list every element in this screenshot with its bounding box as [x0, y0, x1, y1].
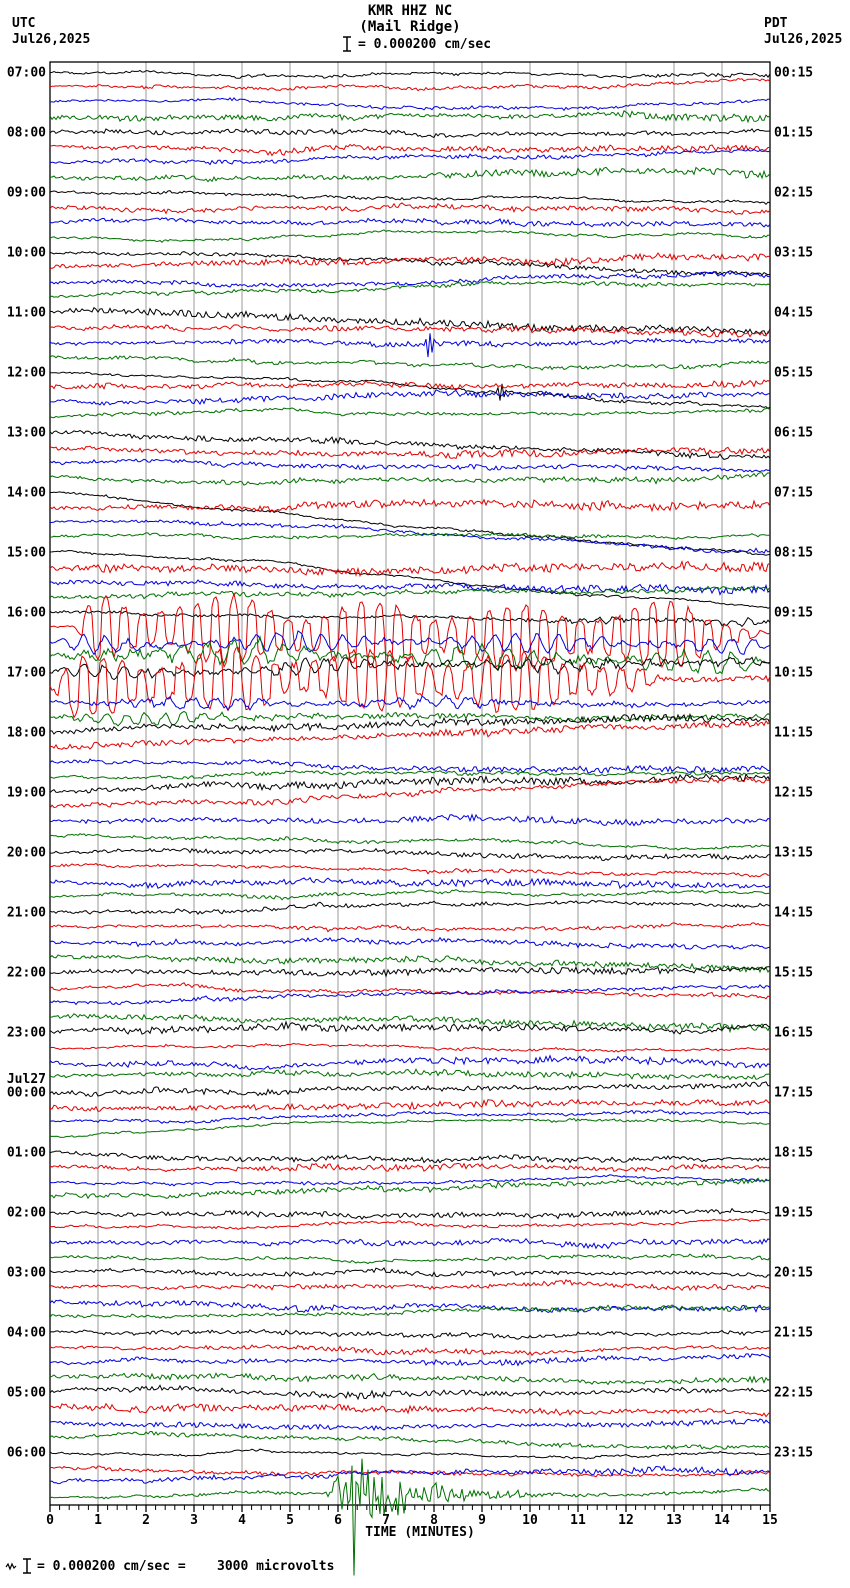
trace-row-46 [50, 759, 770, 773]
x-tick-label: 4 [238, 1513, 246, 1528]
trace-row-41 [50, 647, 770, 717]
trace-row-85 [50, 1345, 770, 1355]
trace-row-2 [50, 98, 770, 110]
trace-row-3 [50, 111, 770, 122]
mini-waveform-icon [5, 1560, 17, 1572]
local-hour-label: 00:15 [774, 65, 814, 81]
utc-time-block [12, 16, 90, 48]
utc-hour-label: 08:00 [6, 125, 46, 141]
trace-row-7 [50, 167, 770, 181]
utc-hour-label: 14:00 [6, 485, 46, 501]
trace-row-76 [50, 1209, 770, 1220]
trace-row-88 [50, 1385, 770, 1399]
local-hour-label: 02:15 [774, 185, 814, 201]
utc-hour-label: 05:00 [6, 1385, 46, 1401]
trace-row-33 [50, 562, 770, 576]
trace-row-81 [50, 1280, 770, 1291]
pdt-date: Jul26,2025 [764, 32, 843, 47]
trace-row-58 [50, 938, 770, 950]
local-hour-label: 12:15 [774, 785, 814, 801]
local-hour-label: 17:15 [774, 1085, 814, 1101]
trace-row-40 [50, 657, 770, 679]
utc-date: Jul26,2025 [12, 32, 91, 47]
scale-ibar-icon [22, 1556, 32, 1576]
trace-row-48 [50, 774, 770, 793]
trace-row-0 [50, 71, 770, 79]
utc-hour-label: 21:00 [6, 905, 46, 921]
local-hour-label: 01:15 [774, 125, 814, 141]
local-hour-label: 07:15 [774, 485, 814, 501]
utc-hour-label: 06:00 [6, 1445, 46, 1461]
footer-scale-text: = 0.000200 cm/sec = 3000 microvolts [37, 1558, 335, 1574]
x-tick-label: 13 [666, 1513, 682, 1528]
trace-row-65 [50, 1043, 770, 1052]
local-hour-label: 05:15 [774, 365, 814, 381]
trace-row-55 [50, 890, 770, 900]
trace-row-69 [50, 1100, 770, 1112]
amplitude-scale [342, 35, 491, 53]
trace-row-66 [50, 1056, 770, 1070]
plot-border [50, 62, 770, 1505]
utc-hour-label: 22:00 [6, 965, 46, 981]
utc-hour-label: 17:00 [6, 665, 46, 681]
trace-row-35 [50, 587, 770, 599]
local-hour-label: 04:15 [774, 305, 814, 321]
local-hour-label: 20:15 [774, 1265, 814, 1281]
trace-row-17 [50, 325, 770, 337]
footer-scale [5, 1556, 334, 1576]
trace-row-1 [50, 78, 770, 90]
utc-hour-label: 18:00 [6, 725, 46, 741]
trace-row-72 [50, 1151, 770, 1163]
trace-row-24 [50, 431, 770, 460]
trace-row-77 [50, 1219, 770, 1229]
x-tick-label: 15 [762, 1513, 778, 1528]
trace-row-50 [50, 815, 770, 826]
local-hour-label: 03:15 [774, 245, 814, 261]
scale-ibar-icon [342, 35, 352, 53]
local-hour-label: 13:15 [774, 845, 814, 861]
x-tick-label: 2 [142, 1513, 150, 1528]
trace-row-4 [50, 129, 770, 138]
x-tick-label: 8 [430, 1513, 438, 1528]
trace-row-42 [50, 695, 770, 710]
trace-row-29 [50, 500, 770, 512]
trace-row-57 [50, 923, 770, 932]
trace-row-22 [50, 390, 770, 405]
trace-row-73 [50, 1163, 770, 1171]
local-hour-label: 21:15 [774, 1325, 814, 1341]
x-tick-label: 9 [478, 1513, 486, 1528]
trace-row-91 [50, 1432, 770, 1450]
trace-row-87 [50, 1373, 770, 1384]
local-hour-label: 09:15 [774, 605, 814, 621]
local-hour-label: 16:15 [774, 1025, 814, 1041]
x-tick-label: 3 [190, 1513, 198, 1528]
utc-hour-label: 00:00 [6, 1085, 46, 1101]
trace-row-9 [50, 203, 770, 214]
x-tick-label: 5 [286, 1513, 294, 1528]
utc-hour-label: 02:00 [6, 1205, 46, 1221]
trace-row-20 [50, 372, 770, 408]
utc-hour-label: 04:00 [6, 1325, 46, 1341]
page-title: KMR HHZ NC [367, 3, 453, 19]
local-hour-label: 15:15 [774, 965, 814, 981]
utc-hour-label: 23:00 [6, 1025, 46, 1041]
trace-row-11 [50, 230, 770, 242]
local-hour-label: 08:15 [774, 545, 814, 561]
local-hour-label: 10:15 [774, 665, 814, 681]
trace-row-31 [50, 533, 770, 540]
trace-row-32 [50, 551, 770, 609]
x-tick-label: 11 [570, 1513, 586, 1528]
trace-row-79 [50, 1254, 770, 1263]
trace-row-78 [50, 1239, 770, 1249]
amplitude-scale-text: = 0.000200 cm/sec [358, 36, 492, 52]
x-axis-label: TIME (MINUTES) [365, 1525, 475, 1540]
utc-hour-label: 03:00 [6, 1265, 46, 1281]
local-hour-label: 18:15 [774, 1145, 814, 1161]
trace-row-26 [50, 459, 770, 472]
trace-row-23 [50, 408, 770, 418]
x-tick-label: 14 [714, 1513, 730, 1528]
x-tick-label: 7 [382, 1513, 390, 1528]
x-tick-label: 6 [334, 1513, 342, 1528]
x-tick-label: 0 [46, 1513, 54, 1528]
trace-row-80 [50, 1268, 770, 1277]
trace-row-25 [50, 446, 770, 458]
trace-row-89 [50, 1404, 770, 1417]
trace-row-51 [50, 834, 770, 850]
trace-row-27 [50, 473, 770, 485]
pdt-time-block [764, 16, 842, 48]
trace-row-34 [50, 580, 770, 595]
utc-hour-label: 12:00 [6, 365, 46, 381]
utc-hour-label: 11:00 [6, 305, 46, 321]
trace-row-90 [50, 1419, 770, 1430]
trace-row-71 [50, 1119, 770, 1138]
trace-row-8 [50, 191, 770, 205]
trace-row-83 [50, 1305, 770, 1318]
local-hour-label: 06:15 [774, 425, 814, 441]
trace-row-18 [50, 333, 770, 357]
x-tick-label: 12 [618, 1513, 634, 1528]
trace-row-92 [50, 1449, 770, 1459]
trace-row-94 [50, 1466, 770, 1484]
utc-hour-label: 07:00 [6, 65, 46, 81]
x-tick-label: 10 [522, 1513, 538, 1528]
trace-row-19 [50, 356, 770, 370]
trace-row-56 [50, 900, 770, 914]
utc-hour-label: 01:00 [6, 1145, 46, 1161]
trace-row-67 [50, 1069, 770, 1079]
trace-row-6 [50, 150, 770, 165]
trace-row-12 [50, 252, 770, 275]
local-hour-label: 11:15 [774, 725, 814, 741]
trace-row-86 [50, 1354, 770, 1366]
utc-hour-label: 19:00 [6, 785, 46, 801]
local-hour-label: 19:15 [774, 1205, 814, 1221]
pdt-label: PDT [764, 16, 788, 31]
trace-row-10 [50, 218, 770, 227]
utc-date-rollover-label: Jul27 [6, 1072, 46, 1087]
utc-hour-label: 16:00 [6, 605, 46, 621]
utc-hour-label: 09:00 [6, 185, 46, 201]
trace-row-53 [50, 864, 770, 877]
trace-row-61 [50, 983, 770, 999]
utc-hour-label: 13:00 [6, 425, 46, 441]
utc-hour-label: 20:00 [6, 845, 46, 861]
utc-label: UTC [12, 16, 36, 31]
trace-row-93 [50, 1466, 770, 1477]
x-tick-label: 1 [94, 1513, 102, 1528]
station-location: (Mail Ridge) [359, 19, 461, 35]
trace-row-84 [50, 1330, 770, 1340]
local-hour-label: 22:15 [774, 1385, 814, 1401]
trace-row-52 [50, 849, 770, 861]
trace-row-21 [50, 380, 770, 390]
local-hour-label: 14:15 [774, 905, 814, 921]
trace-row-68 [50, 1082, 770, 1097]
trace-row-54 [50, 878, 770, 889]
utc-hour-label: 15:00 [6, 545, 46, 561]
trace-row-60 [50, 967, 770, 977]
local-hour-label: 23:15 [774, 1445, 814, 1461]
utc-hour-label: 10:00 [6, 245, 46, 261]
